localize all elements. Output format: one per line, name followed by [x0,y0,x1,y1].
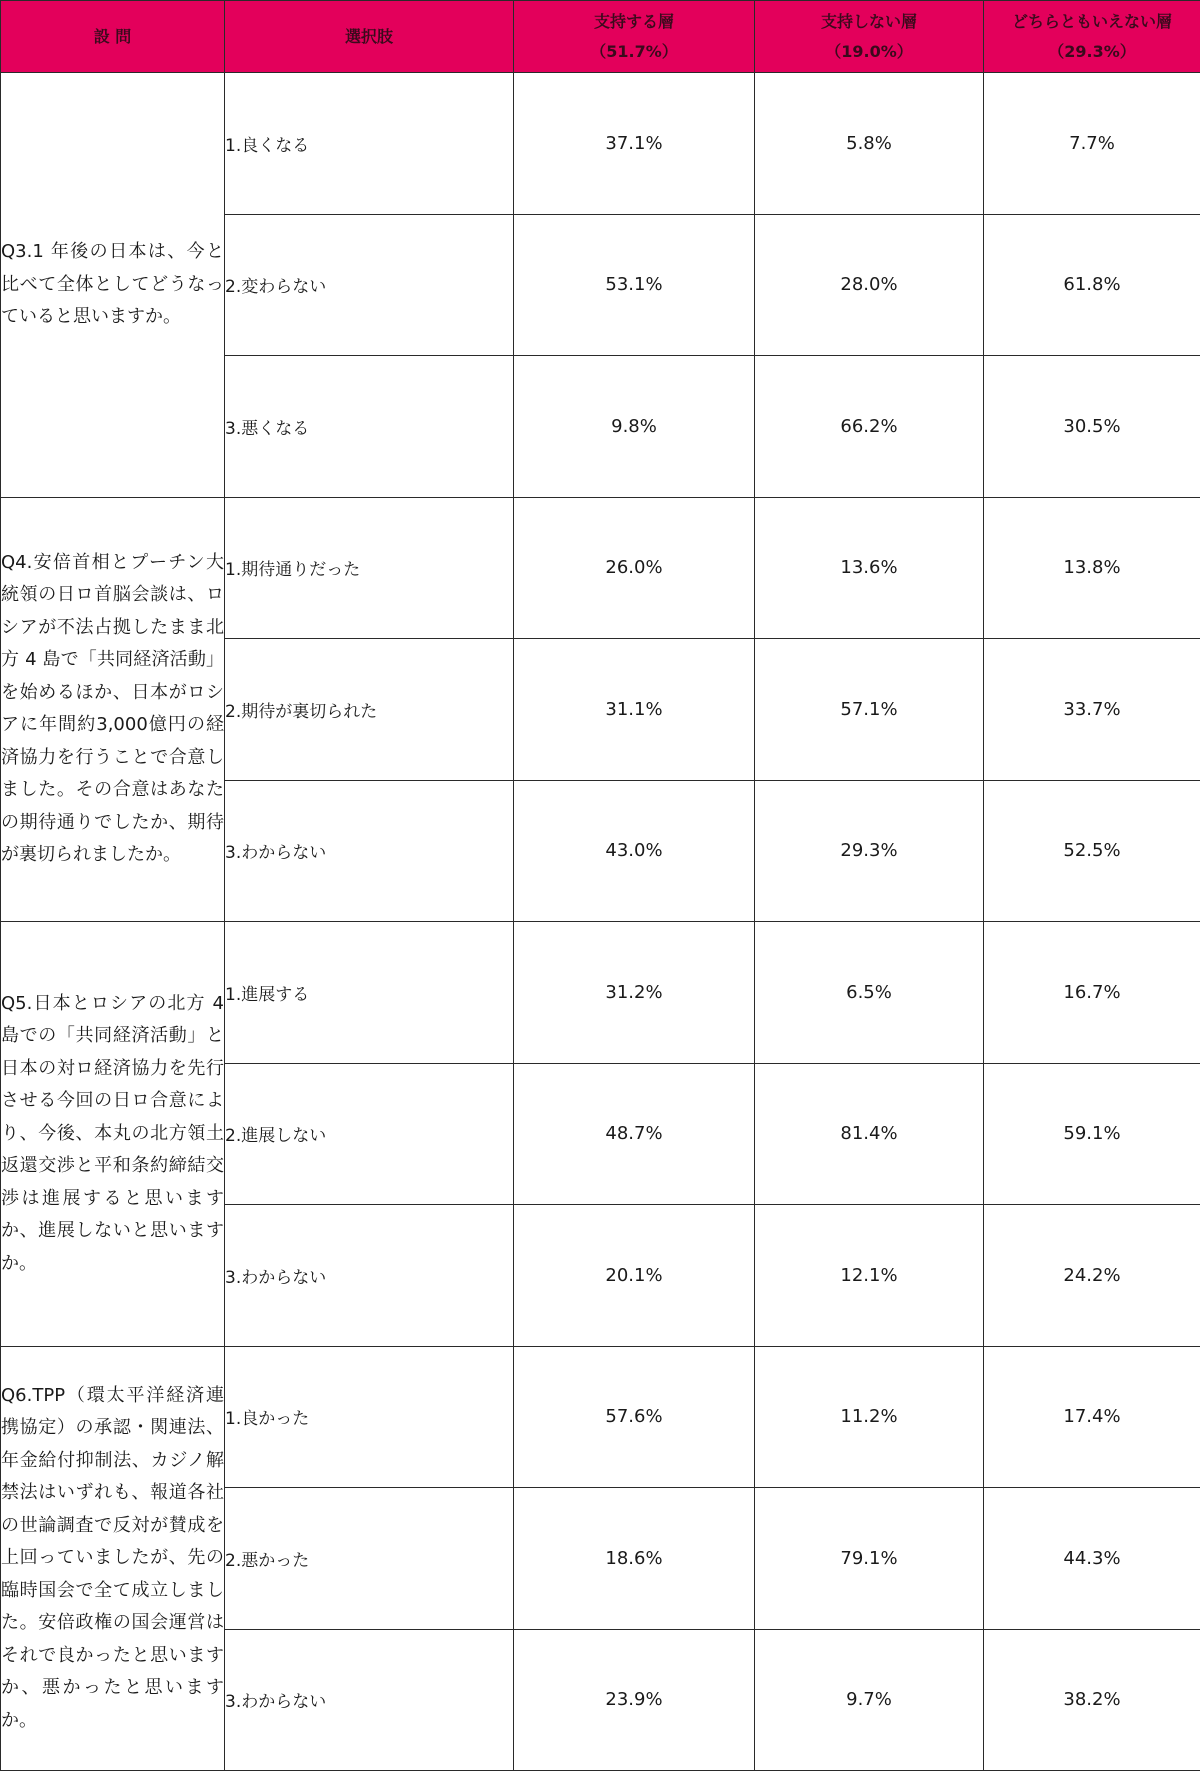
supporters-value: 31.2% [514,922,755,1064]
table-body [1,73,1200,1771]
non-supporters-value: 9.7% [755,1629,984,1771]
header-neutral-label: どちらともいえない層 [984,7,1200,37]
header-option: 選択肢 [225,1,514,73]
supporters-value: 20.1% [514,1205,755,1347]
neutral-value: 17.4% [984,1346,1200,1488]
non-supporters-value: 29.3% [755,780,984,922]
table-row [1,497,1200,639]
option-cell: 3.わからない [225,780,514,922]
supporters-value: 48.7% [514,1063,755,1205]
non-supporters-value: 11.2% [755,1346,984,1488]
neutral-value: 52.5% [984,780,1200,922]
supporters-value: 23.9% [514,1629,755,1771]
option-cell: 1.期待通りだった [225,497,514,639]
non-supporters-value: 5.8% [755,73,984,215]
non-supporters-value: 81.4% [755,1063,984,1205]
neutral-value: 33.7% [984,639,1200,781]
neutral-value: 61.8% [984,214,1200,356]
question-cell: Q6.TPP（環太平洋経済連携協定）の承認・関連法、年金給付抑制法、カジノ解禁法はいずれも、報道各社の世論調査で反対が賛成を上回っていましたが、先の臨時国会で全て成立しました。安倍政権の国会運営はそれで良かったと思いますか、悪かったと思いますか。 [1,1346,225,1771]
supporters-value: 57.6% [514,1346,755,1488]
supporters-value: 43.0% [514,780,755,922]
non-supporters-value: 28.0% [755,214,984,356]
header-question: 設 問 [1,1,225,73]
option-cell: 1.良かった [225,1346,514,1488]
option-cell: 1.進展する [225,922,514,1064]
option-cell: 3.わからない [225,1205,514,1347]
non-supporters-value: 12.1% [755,1205,984,1347]
supporters-value: 31.1% [514,639,755,781]
header-neutral [984,1,1200,73]
option-cell: 3.わからない [225,1629,514,1771]
supporters-value: 18.6% [514,1488,755,1630]
neutral-value: 16.7% [984,922,1200,1064]
question-cell: Q3.1 年後の日本は、今と比べて全体としてどうなっていると思いますか。 [1,73,225,498]
neutral-value: 38.2% [984,1629,1200,1771]
question-cell: Q4.安倍首相とプーチン大統領の日ロ首脳会談は、ロシアが不法占拠したまま北方 4 島で「共同経済活動」を始めるほか、日本がロシアに年間約3,000億円の経済協力を行うことで合意しました。その合意はあなたの期待通りでしたか、期待が裏切られましたか。 [1,497,225,922]
header-non-supporters [755,1,984,73]
supporters-value: 9.8% [514,356,755,498]
supporters-value: 26.0% [514,497,755,639]
non-supporters-value: 57.1% [755,639,984,781]
neutral-value: 44.3% [984,1488,1200,1630]
header-row [1,1,1200,73]
table-row [1,73,1200,215]
table-row [1,1346,1200,1488]
option-cell: 3.悪くなる [225,356,514,498]
option-cell: 2.期待が裏切られた [225,639,514,781]
non-supporters-value: 79.1% [755,1488,984,1630]
header-neutral-pct: （29.3%） [984,37,1200,67]
supporters-value: 37.1% [514,73,755,215]
header-non-supporters-label: 支持しない層 [755,7,983,37]
table-row [1,922,1200,1064]
neutral-value: 59.1% [984,1063,1200,1205]
header-supporters [514,1,755,73]
option-cell: 2.悪かった [225,1488,514,1630]
neutral-value: 30.5% [984,356,1200,498]
non-supporters-value: 6.5% [755,922,984,1064]
non-supporters-value: 13.6% [755,497,984,639]
neutral-value: 24.2% [984,1205,1200,1347]
option-cell: 1.良くなる [225,73,514,215]
neutral-value: 13.8% [984,497,1200,639]
option-cell: 2.変わらない [225,214,514,356]
header-non-supporters-pct: （19.0%） [755,37,983,67]
non-supporters-value: 66.2% [755,356,984,498]
question-cell: Q5.日本とロシアの北方 4 島での「共同経済活動」と日本の対ロ経済協力を先行させる今回の日ロ合意により、今後、本丸の北方領土返還交渉と平和条約締結交渉は進展すると思いますか、進展しないと思いますか。 [1,922,225,1347]
table-header [1,1,1200,73]
option-cell: 2.進展しない [225,1063,514,1205]
header-supporters-label: 支持する層 [514,7,754,37]
supporters-value: 53.1% [514,214,755,356]
header-supporters-pct: （51.7%） [514,37,754,67]
neutral-value: 7.7% [984,73,1200,215]
